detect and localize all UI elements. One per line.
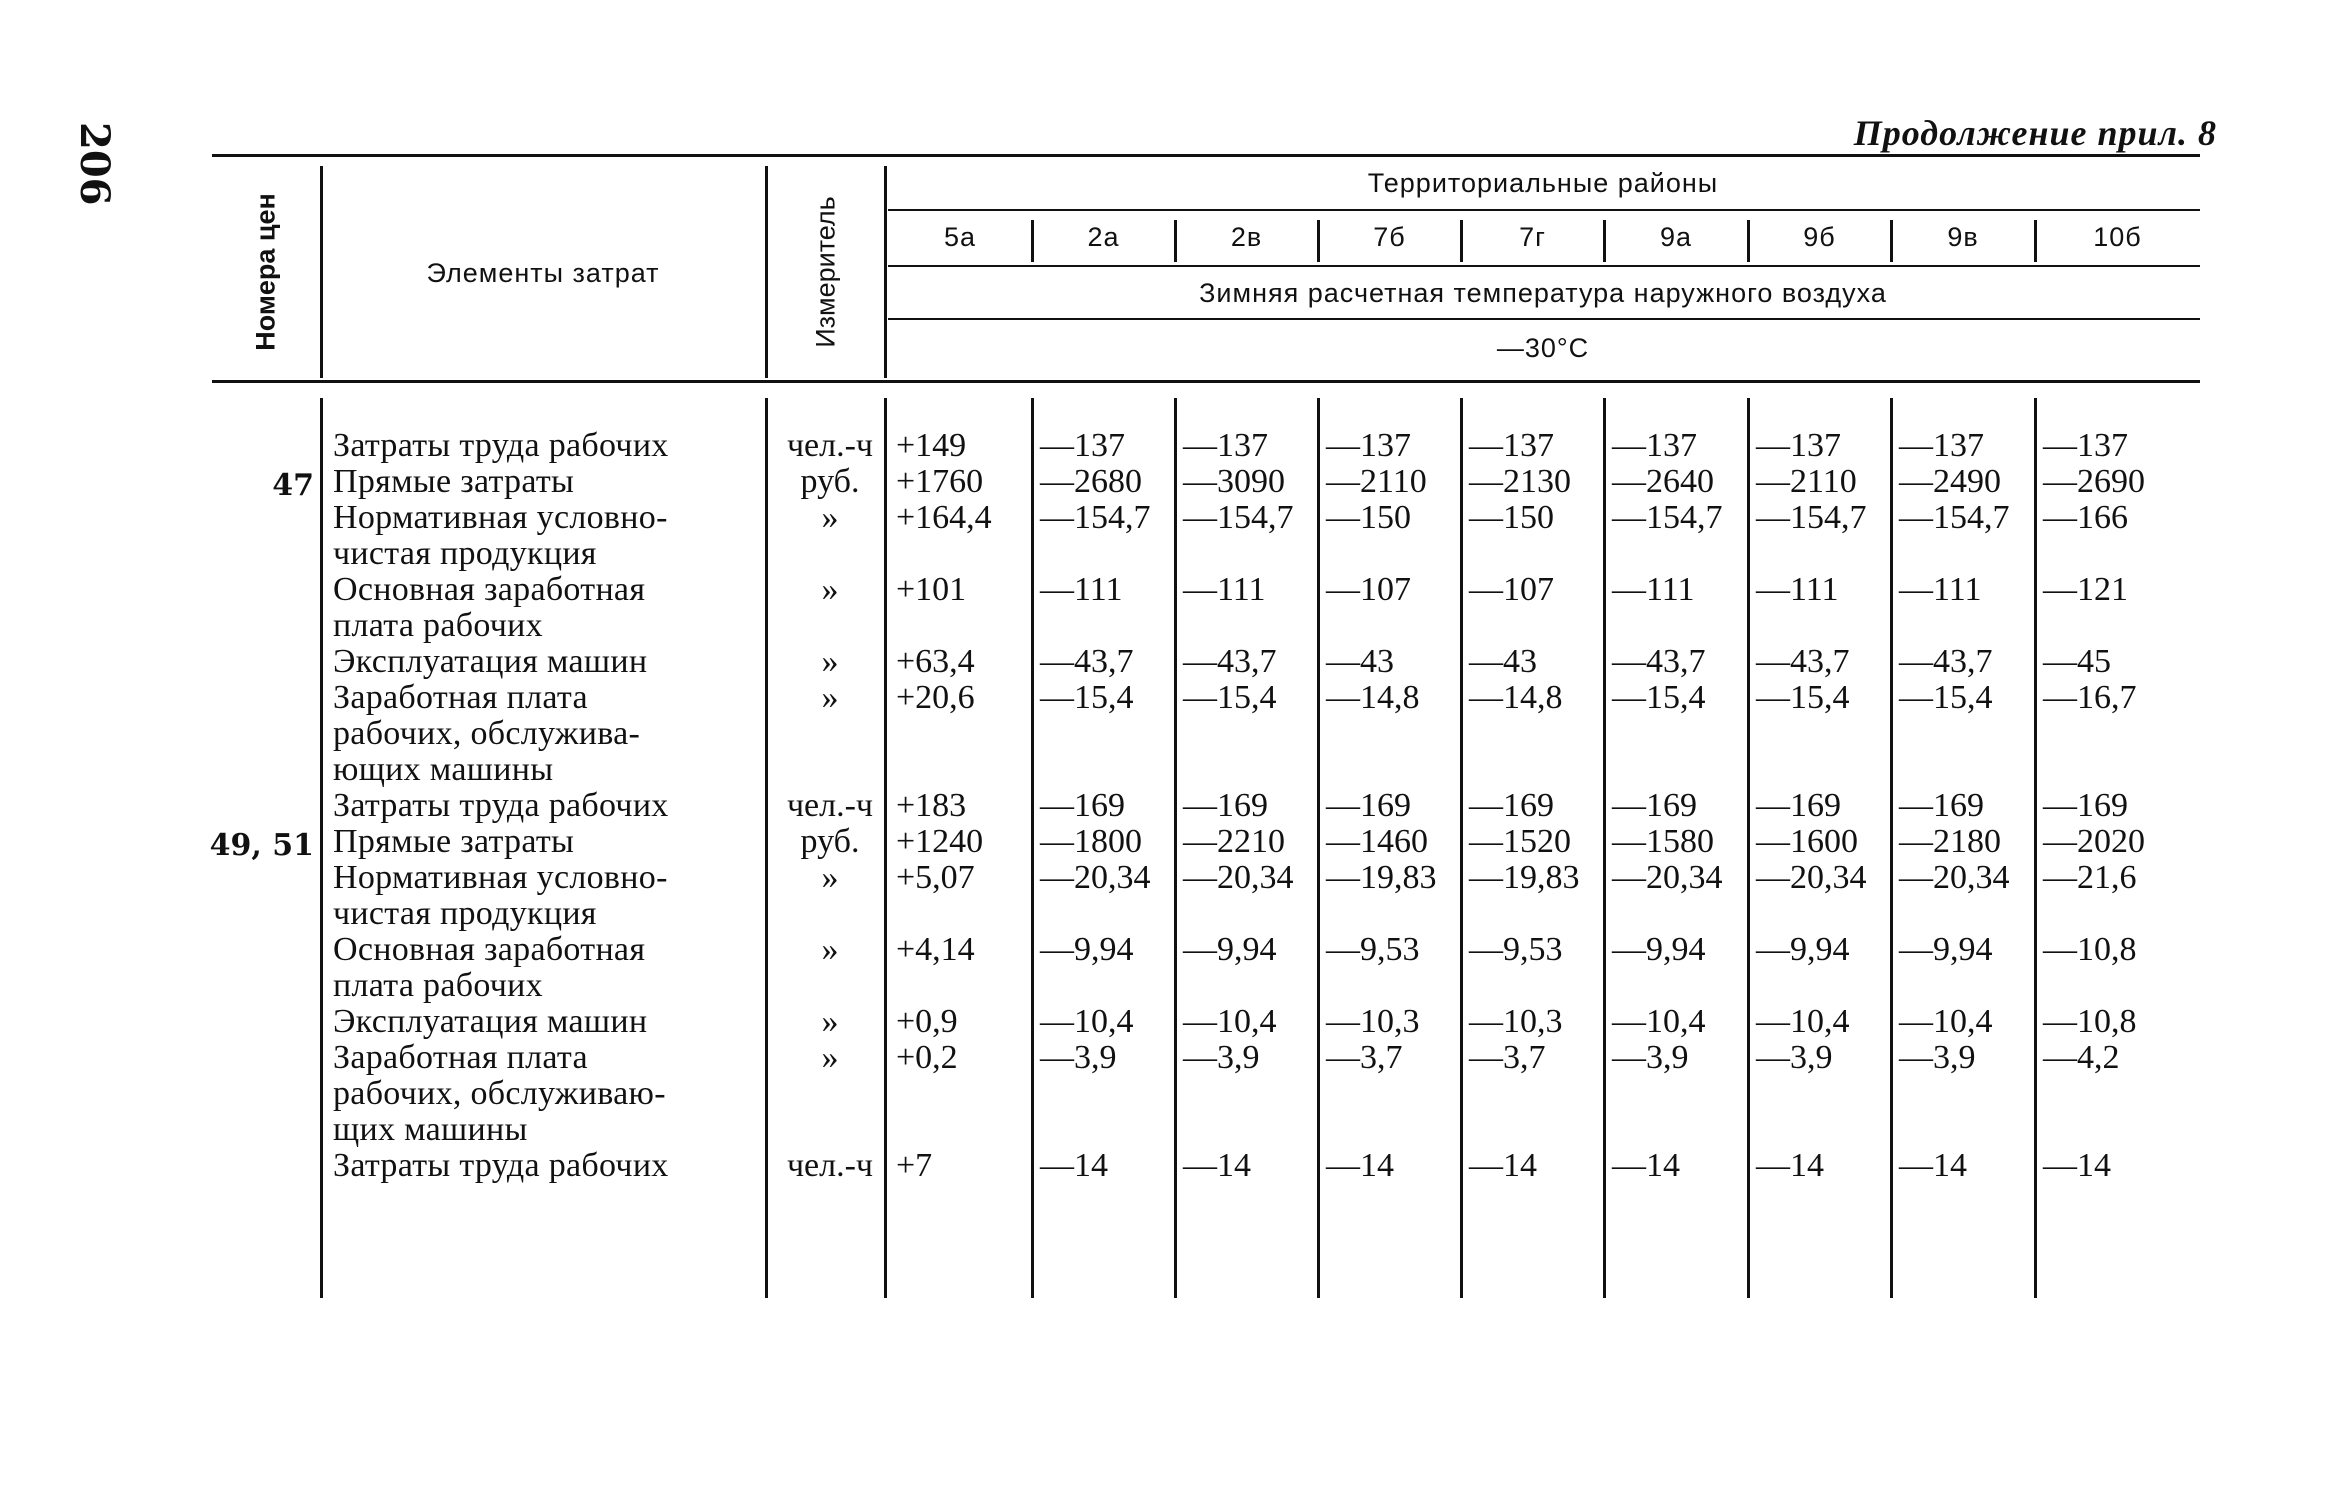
region-value: —3,9 xyxy=(1612,1039,1689,1076)
region-value: —2490 xyxy=(1899,463,2001,500)
region-value: —169 xyxy=(1756,787,1841,824)
region-value: —169 xyxy=(2043,787,2128,824)
region-code: 7г xyxy=(1519,222,1546,252)
region-value: —2210 xyxy=(1183,823,1285,860)
region-value: —43,7 xyxy=(1899,643,1993,680)
region-value: —2110 xyxy=(1326,463,1427,500)
region-value: —154,7 xyxy=(1899,499,2010,536)
region-value: —14 xyxy=(1756,1147,1824,1184)
region-value: +7 xyxy=(896,1147,933,1184)
region-value: —10,3 xyxy=(1326,1003,1420,1040)
region-column-divider xyxy=(1890,398,1893,1298)
cost-element-label: ющих машины xyxy=(333,751,554,788)
cost-element-label: Прямые затраты xyxy=(333,823,575,860)
region-value: —3,9 xyxy=(1899,1039,1976,1076)
header-regions-title: Территориальные районы xyxy=(1367,168,1719,198)
region-value: —1520 xyxy=(1469,823,1571,860)
region-value: +0,9 xyxy=(896,1003,958,1040)
region-value: —2640 xyxy=(1612,463,1714,500)
region-value: —14 xyxy=(1040,1147,1108,1184)
region-value: —9,94 xyxy=(1612,931,1706,968)
region-value: —45 xyxy=(2043,643,2111,680)
region-value: —3090 xyxy=(1183,463,1285,500)
region-value: —111 xyxy=(1183,571,1266,608)
region-value: —10,8 xyxy=(2043,931,2137,968)
region-divider xyxy=(1890,220,1893,262)
cost-element-label: Затраты труда рабочих xyxy=(333,427,669,464)
region-code: 2а xyxy=(1087,222,1120,252)
region-value: —10,4 xyxy=(1612,1003,1706,1040)
region-divider xyxy=(1031,220,1034,262)
region-value: —1800 xyxy=(1040,823,1142,860)
unit-value: » xyxy=(821,643,839,680)
codes-column-divider xyxy=(320,398,323,1298)
region-value: —150 xyxy=(1469,499,1554,536)
region-code: 9б xyxy=(1803,222,1836,252)
region-column-divider xyxy=(1031,398,1034,1298)
region-value: —121 xyxy=(2043,571,2128,608)
cost-element-label: Заработная плата xyxy=(333,1039,588,1076)
header-codes: Номера цен xyxy=(250,193,281,351)
unit-value: руб. xyxy=(800,463,860,500)
region-value: +0,2 xyxy=(896,1039,958,1076)
region-value: —137 xyxy=(2043,427,2128,464)
unit-value: чел.-ч xyxy=(786,427,874,464)
cost-element-label: Нормативная условно- xyxy=(333,499,668,536)
region-value: —43 xyxy=(1326,643,1394,680)
region-value: —137 xyxy=(1040,427,1125,464)
region-codes-rule xyxy=(888,265,2200,267)
region-value: —1580 xyxy=(1612,823,1714,860)
continuation-title: Продолжение прил. 8 xyxy=(1853,113,2217,153)
region-value: —2180 xyxy=(1899,823,2001,860)
region-code: 5а xyxy=(943,222,977,252)
region-value: —3,9 xyxy=(1183,1039,1260,1076)
unit-value: » xyxy=(821,679,839,716)
region-column-divider xyxy=(1174,398,1177,1298)
region-code: 2в xyxy=(1230,222,1263,252)
region-value: —137 xyxy=(1756,427,1841,464)
region-value: —20,34 xyxy=(1612,859,1723,896)
region-value: —150 xyxy=(1326,499,1411,536)
header-elements: Элементы затрат xyxy=(426,258,660,288)
region-value: —169 xyxy=(1469,787,1554,824)
header-bottom-rule xyxy=(212,380,2200,383)
region-value: —16,7 xyxy=(2043,679,2137,716)
region-value: —3,7 xyxy=(1469,1039,1546,1076)
region-value: —14 xyxy=(1183,1147,1251,1184)
region-value: —107 xyxy=(1469,571,1554,608)
region-value: —9,94 xyxy=(1040,931,1134,968)
price-group-number: 49, 51 xyxy=(209,828,314,863)
table-top-rule xyxy=(212,154,2200,157)
region-value: —14 xyxy=(1469,1147,1537,1184)
region-value: —111 xyxy=(1612,571,1695,608)
region-code: 9а xyxy=(1659,222,1693,252)
unit-value: чел.-ч xyxy=(786,787,874,824)
region-divider xyxy=(1460,220,1463,262)
region-code: 10б xyxy=(2093,222,2142,252)
region-value: —14 xyxy=(1326,1147,1394,1184)
region-value: —43 xyxy=(1469,643,1537,680)
region-value: —3,9 xyxy=(1756,1039,1833,1076)
region-value: —169 xyxy=(1326,787,1411,824)
region-value: —166 xyxy=(2043,499,2128,536)
header-temperature-title: Зимняя расчетная температура наружного воздуха xyxy=(1199,278,1887,308)
region-code: 9в xyxy=(1947,222,1979,252)
unit-value: чел.-ч xyxy=(786,1147,874,1184)
cost-element-label: плата рабочих xyxy=(333,967,543,1004)
region-value: —10,4 xyxy=(1040,1003,1134,1040)
region-value: —14 xyxy=(1899,1147,1967,1184)
region-value: —43,7 xyxy=(1756,643,1850,680)
region-value: —4,2 xyxy=(2043,1039,2120,1076)
unit-column-divider xyxy=(884,166,887,378)
region-value: —3,7 xyxy=(1326,1039,1403,1076)
region-value: +5,07 xyxy=(896,859,975,896)
cost-element-label: Основная заработная xyxy=(333,571,646,608)
region-value: —20,34 xyxy=(1183,859,1294,896)
cost-element-label: Затраты труда рабочих xyxy=(333,787,669,824)
region-value: —111 xyxy=(1899,571,1982,608)
region-value: —43,7 xyxy=(1612,643,1706,680)
cost-element-label: Основная заработная xyxy=(333,931,646,968)
region-column-divider xyxy=(1317,398,1320,1298)
elements-column-divider xyxy=(765,166,768,378)
cost-element-label: Эксплуатация машин xyxy=(333,1003,648,1040)
region-value: —111 xyxy=(1756,571,1839,608)
region-value: —10,4 xyxy=(1183,1003,1277,1040)
region-value: —19,83 xyxy=(1326,859,1437,896)
region-divider xyxy=(1603,220,1606,262)
cost-element-label: Нормативная условно- xyxy=(333,859,668,896)
region-value: —9,94 xyxy=(1183,931,1277,968)
region-value: +149 xyxy=(896,427,967,464)
unit-value: руб. xyxy=(800,823,860,860)
region-value: +63,4 xyxy=(896,643,975,680)
unit-value: » xyxy=(821,571,839,608)
region-code: 7б xyxy=(1373,222,1406,252)
unit-value: » xyxy=(821,1003,839,1040)
region-value: +164,4 xyxy=(896,499,992,536)
region-value: —19,83 xyxy=(1469,859,1580,896)
region-value: —154,7 xyxy=(1612,499,1723,536)
region-value: —137 xyxy=(1612,427,1697,464)
page-number: 206 xyxy=(71,122,118,206)
cost-element-label: плата рабочих xyxy=(333,607,543,644)
region-value: —3,9 xyxy=(1040,1039,1117,1076)
region-value: —15,4 xyxy=(1040,679,1134,716)
unit-value: » xyxy=(821,859,839,896)
region-value: —15,4 xyxy=(1183,679,1277,716)
cost-element-label: щих машины xyxy=(333,1111,528,1148)
region-value: —43,7 xyxy=(1040,643,1134,680)
region-value: —1460 xyxy=(1326,823,1428,860)
region-value: —137 xyxy=(1469,427,1554,464)
region-value: —10,4 xyxy=(1899,1003,1993,1040)
region-value: +1760 xyxy=(896,463,984,500)
cost-element-label: рабочих, обслуживаю- xyxy=(333,1075,666,1112)
region-value: —20,34 xyxy=(1756,859,1867,896)
unit-value: » xyxy=(821,931,839,968)
region-value: —2020 xyxy=(2043,823,2145,860)
region-column-divider xyxy=(1747,398,1750,1298)
cost-element-label: чистая продукция xyxy=(333,895,597,932)
region-value: +1240 xyxy=(896,823,984,860)
region-value: —20,34 xyxy=(1899,859,2010,896)
region-value: —1600 xyxy=(1756,823,1858,860)
region-value: —137 xyxy=(1899,427,1984,464)
cost-element-label: Прямые затраты xyxy=(333,463,575,500)
cost-element-label: Затраты труда рабочих xyxy=(333,1147,669,1184)
cost-element-label: Заработная плата xyxy=(333,679,588,716)
header-unit: Измеритель xyxy=(810,196,841,348)
region-value: +20,6 xyxy=(896,679,975,716)
region-value: —154,7 xyxy=(1756,499,1867,536)
price-group-number: 47 xyxy=(272,468,314,503)
region-value: —14,8 xyxy=(1326,679,1420,716)
region-value: —15,4 xyxy=(1899,679,1993,716)
region-divider xyxy=(2034,220,2037,262)
region-value: —169 xyxy=(1183,787,1268,824)
region-value: —15,4 xyxy=(1756,679,1850,716)
region-value: —137 xyxy=(1326,427,1411,464)
elements-column-divider xyxy=(765,398,768,1298)
cost-element-label: Эксплуатация машин xyxy=(333,643,648,680)
region-value: +101 xyxy=(896,571,967,608)
region-value: —169 xyxy=(1040,787,1125,824)
region-value: —169 xyxy=(1899,787,1984,824)
region-value: —10,4 xyxy=(1756,1003,1850,1040)
cost-element-label: чистая продукция xyxy=(333,535,597,572)
region-value: —9,53 xyxy=(1469,931,1563,968)
region-value: —154,7 xyxy=(1040,499,1151,536)
cost-element-label: рабочих, обслужива- xyxy=(333,715,641,752)
region-divider xyxy=(1747,220,1750,262)
region-value: —2690 xyxy=(2043,463,2145,500)
region-divider xyxy=(1317,220,1320,262)
region-value: —21,6 xyxy=(2043,859,2137,896)
region-value: —10,8 xyxy=(2043,1003,2137,1040)
region-value: —107 xyxy=(1326,571,1411,608)
header-temperature-value: —30°С xyxy=(1496,333,1590,363)
region-value: —14 xyxy=(1612,1147,1680,1184)
region-value: —14 xyxy=(2043,1147,2111,1184)
region-value: —10,3 xyxy=(1469,1003,1563,1040)
region-value: +183 xyxy=(896,787,967,824)
unit-value: » xyxy=(821,1039,839,1076)
region-value: —2680 xyxy=(1040,463,1142,500)
region-value: —2130 xyxy=(1469,463,1571,500)
region-value: —43,7 xyxy=(1183,643,1277,680)
region-value: —9,94 xyxy=(1899,931,1993,968)
region-value: —111 xyxy=(1040,571,1123,608)
region-value: —137 xyxy=(1183,427,1268,464)
unit-value: » xyxy=(821,499,839,536)
temperature-rule xyxy=(888,318,2200,320)
region-column-divider xyxy=(2034,398,2037,1298)
region-value: —14,8 xyxy=(1469,679,1563,716)
region-value: —9,94 xyxy=(1756,931,1850,968)
regions-rule xyxy=(888,209,2200,211)
region-value: —169 xyxy=(1612,787,1697,824)
region-value: —9,53 xyxy=(1326,931,1420,968)
region-divider xyxy=(1174,220,1177,262)
region-column-divider xyxy=(1603,398,1606,1298)
region-value: —154,7 xyxy=(1183,499,1294,536)
region-value: —2110 xyxy=(1756,463,1857,500)
region-column-divider xyxy=(1460,398,1463,1298)
codes-column-divider xyxy=(320,166,323,378)
region-value: —20,34 xyxy=(1040,859,1151,896)
region-value: +4,14 xyxy=(896,931,975,968)
region-value: —15,4 xyxy=(1612,679,1706,716)
